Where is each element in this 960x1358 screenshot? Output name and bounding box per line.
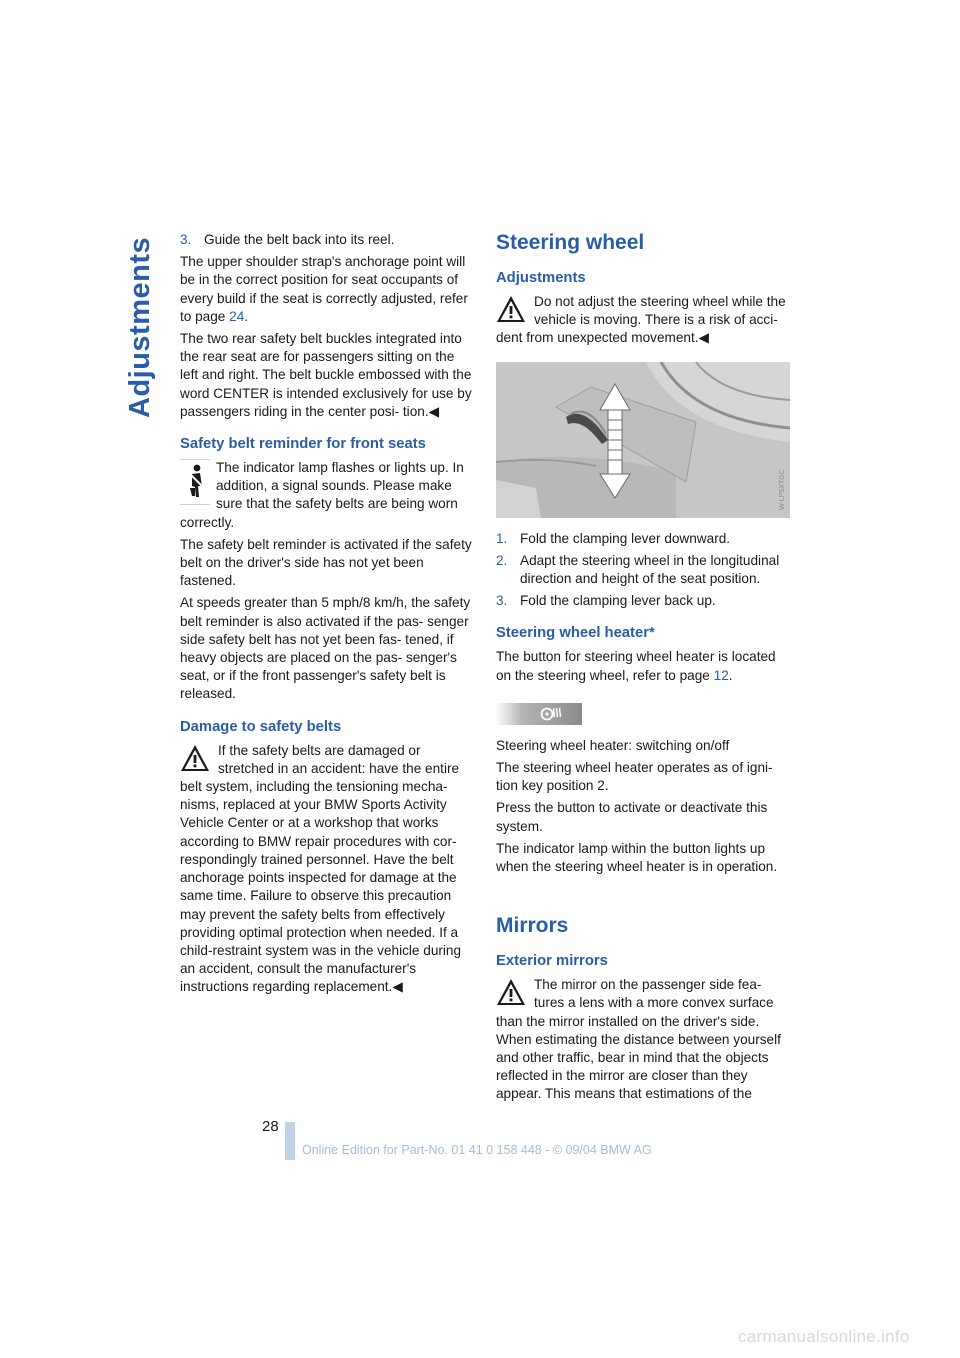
step-text: Adapt the steering wheel in the longitudinal direction and height of the seat position. (520, 552, 780, 587)
mirror-note (496, 976, 792, 1103)
section-tab (120, 230, 160, 420)
section-tab-label: Adjustments (124, 236, 156, 418)
paragraph: The button for steering wheel heater is located on the steering wheel, refer to page 12. (496, 649, 776, 683)
paragraph: The upper shoulder strap's anchorage point will be in the correct position for seat occupants of every build if the seat is correctly adjusted, refer to page 24. (180, 254, 468, 324)
note-text: If the safety belts are damaged or stretched in an accident: have the entire belt system, including the tensioning mecha- nisms, replaced at your BMW Sports Activity Vehicle Center or at a workshop that works according to BMW repair procedures with cor- respondingly trained personnel. Have the belt anchorage points inspected for damage at the same time. Failure to observe this precaution may prevent the safety belts from effectively providing optimal protection when needed. If a child-restraint system was in the vehicle during an accident, consult the manufacturer's instructions regarding replacement.◀ (180, 742, 462, 995)
step-number: 2. (496, 552, 508, 568)
step-number: 3. (496, 593, 508, 609)
paragraph: Press the button to activate or deactivate this system. (496, 800, 768, 834)
steering-heater-button-icon (496, 703, 582, 725)
steering-column-figure (496, 362, 790, 518)
watermark: carmanualsonline.info (738, 1327, 910, 1346)
page-section-title: Mirrors (496, 914, 569, 938)
page-link[interactable]: 12 (713, 667, 729, 683)
paragraph: The steering wheel heater operates as of igni- tion key position 2. (496, 760, 773, 794)
figure-caption: Steering wheel heater: switching on/off (496, 737, 730, 753)
footer-bar (285, 1122, 295, 1160)
paragraph: The two rear safety belt buckles integrated into the rear seat are for passengers sitting on the left and right. The belt buckle embossed with the word CENTER is intended exclusively for use by passengers riding in the center posi- tion.◀ (180, 331, 472, 419)
belt-steps (180, 231, 472, 249)
paragraph: The indicator lamp within the button lights up when the steering wheel heater is in operation. (496, 840, 778, 875)
adjust-steps (496, 530, 792, 611)
step-number: 1. (496, 530, 508, 546)
page-link[interactable]: 24 (229, 308, 245, 324)
warning-icon (180, 744, 210, 774)
left-column (180, 231, 472, 1001)
reminder-note (180, 459, 472, 532)
section-heading: Exterior mirrors (496, 953, 608, 970)
page-number: 28 (262, 1118, 279, 1135)
list-item (496, 552, 792, 588)
note-text: The mirror on the passenger side fea- tures a lens with a more convex surface than the mirror installed on the driver's side. When estimating the distance between yourself and other traffic, bear in mind that the objects reflected in the mirror are closer than they appear. This means that estimations of the (496, 977, 781, 1102)
step-text: Fold the clamping lever downward. (520, 530, 731, 546)
list-item (180, 231, 472, 249)
list-item (496, 530, 792, 548)
step-text: Guide the belt back into its reel. (204, 232, 395, 247)
adjust-note (496, 293, 792, 348)
note-text: Do not adjust the steering wheel while the vehicle is moving. There is a risk of acci- dent from unexpected movement.◀ (496, 294, 786, 346)
section-heading: Adjustments (496, 270, 586, 286)
seatbelt-indicator-icon (180, 459, 210, 505)
paragraph: At speeds greater than 5 mph/8 km/h, the safety belt reminder is also activated if the pas- senger side safety belt has not yet been fas- tened, if heavy objects are placed on the pas- senger's seat, or if the front passenger's safety belt is released. (180, 595, 471, 702)
list-item (496, 592, 792, 610)
page-section-title: Steering wheel (496, 231, 645, 254)
step-text: Fold the clamping lever back up. (520, 593, 716, 609)
footer-edition: Online Edition for Part-No. 01 41 0 158 448 - © 09/04 BMW AG (302, 1143, 652, 1157)
right-column (496, 231, 792, 1108)
note-text: The indicator lamp flashes or lights up. In addition, a signal sounds. Please make sure that the safety belts are being worn correctly. (180, 460, 464, 530)
figure-code: W-LP5XTGC (779, 468, 786, 510)
warning-icon (496, 295, 526, 325)
section-heading: Damage to safety belts (180, 718, 342, 735)
section-heading: Steering wheel heater* (496, 625, 655, 642)
warning-icon (496, 978, 526, 1008)
damage-note (180, 742, 472, 997)
step-number: 3. (180, 232, 192, 247)
paragraph: The safety belt reminder is activated if the safety belt on the driver's side has not yet been fastened. (180, 536, 472, 589)
section-heading: Safety belt reminder for front seats (180, 436, 426, 453)
